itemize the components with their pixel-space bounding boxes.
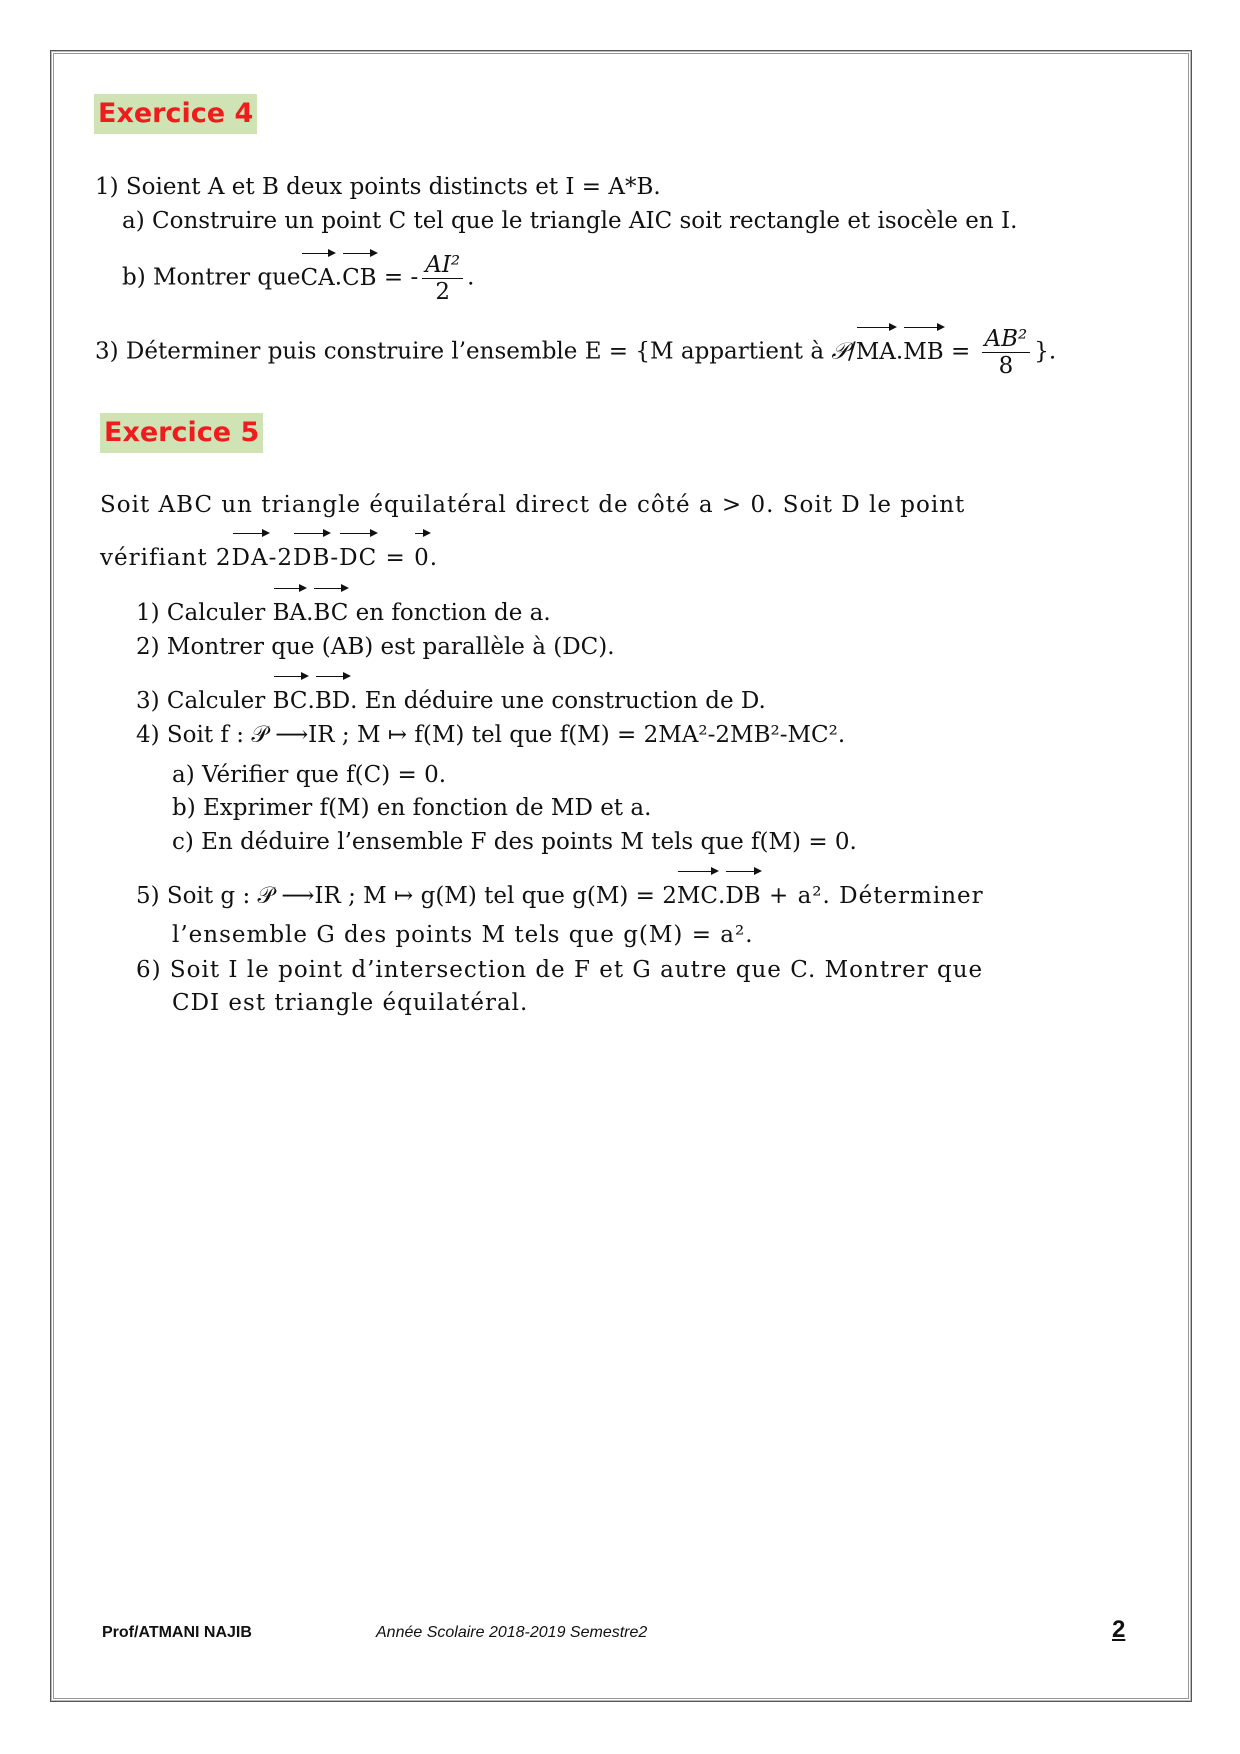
minus: - [330, 545, 340, 571]
dot-product-sign: . [334, 264, 343, 291]
ex5-intro-2 [100, 543, 438, 573]
ex5-q4c: c) En déduire l’ensemble F des points M tels que f(M) = 0. [172, 829, 857, 855]
ex5-intro-2-prefix: vérifiant 2 [100, 545, 232, 571]
vector-MB: MB [903, 338, 944, 365]
page-number: 2 [1112, 1616, 1126, 1643]
vector-BC: BC [272, 688, 308, 714]
vector-MC: MC [676, 883, 719, 909]
period: . [467, 264, 475, 291]
minus-two: -2 [268, 545, 294, 571]
ex5-q1 [136, 598, 551, 628]
equals-minus: = - [376, 264, 419, 291]
ex5-q6-line2: CDI est triangle équilatéral. [172, 990, 529, 1016]
exercise-4-title: Exercice 4 [94, 94, 257, 134]
vector-CB: CB [342, 264, 377, 291]
equals: = [943, 338, 978, 365]
closing-brace: }. [1034, 338, 1057, 365]
dot-product-sign: . [895, 338, 904, 365]
ex5-q4: 4) Soit f : 𝒫 ⟶IR ; M ↦ f(M) tel que f(M) = 2MA²-2MB²-MC². [136, 722, 846, 748]
q5-prefix: 5) Soit g : 𝒫 ⟶IR ; M ↦ g(M) tel que g(M) = 2 [136, 883, 677, 909]
dot-product-sign: . [718, 883, 726, 909]
footer-school-year: Année Scolaire 2018-2019 Semestre2 [376, 1624, 648, 1641]
fraction-AI2-over-2 [422, 252, 463, 305]
q1-prefix: 1) Calculer [136, 600, 273, 626]
ex4-line-3 [95, 326, 1056, 379]
ex5-q4a: a) Vérifier que f(C) = 0. [172, 762, 447, 788]
period: . [429, 545, 439, 571]
equals: = [377, 545, 415, 571]
q5-suffix: + a². Déterminer [760, 883, 984, 909]
fraction-denominator: 8 [998, 353, 1014, 379]
q3-suffix: . En déduire une construction de D. [350, 688, 766, 714]
zero-vector: 0 [414, 545, 430, 571]
vector-DA: DA [231, 545, 269, 571]
vector-CA: CA [300, 264, 335, 291]
q1-suffix: en fonction de a. [348, 600, 551, 626]
ex4-line-1: 1) Soient A et B deux points distincts et I = A*B. [95, 174, 661, 200]
ex4-line-2b [122, 252, 474, 305]
vector-DB: DB [293, 545, 331, 571]
vector-DC: DC [339, 545, 378, 571]
ex5-q5 [136, 881, 984, 911]
vector-BC: BC [313, 600, 349, 626]
vector-BD: BD [314, 688, 351, 714]
ex4-3-prefix: 3) Déterminer puis construire l’ensemble E = {M appartient à [95, 338, 832, 365]
ex4-line-2a: a) Construire un point C tel que le triangle AIC soit rectangle et isocèle en I. [122, 208, 1018, 234]
q3-prefix: 3) Calculer [136, 688, 273, 714]
vector-MA: MA [855, 338, 896, 365]
ex5-q3 [136, 686, 766, 716]
fraction-denominator: 2 [435, 279, 451, 305]
fraction-AB2-over-8 [982, 326, 1031, 379]
vector-DB: DB [725, 883, 761, 909]
fraction-numerator: AB² [982, 326, 1031, 353]
ex5-q5-line2: l’ensemble G des points M tels que g(M) = a². [172, 922, 754, 948]
slash: / [847, 338, 856, 365]
ex5-q6-line1: 6) Soit I le point d’intersection de F et G autre que C. Montrer que [136, 957, 984, 983]
ex5-intro-1: Soit ABC un triangle équilatéral direct de côté a > 0. Soit D le point [100, 492, 966, 518]
exercise-5-title: Exercice 5 [100, 413, 263, 453]
dot-product-sign: . [306, 600, 314, 626]
plane-symbol: 𝒫 [831, 338, 848, 365]
fraction-numerator: AI² [422, 252, 463, 279]
vector-BA: BA [272, 600, 307, 626]
footer-author: Prof/ATMANI NAJIB [102, 1624, 252, 1641]
ex4-2b-prefix: b) Montrer que [122, 264, 301, 291]
dot-product-sign: . [307, 688, 315, 714]
ex5-q4b: b) Exprimer f(M) en fonction de MD et a. [172, 795, 652, 821]
ex5-q2: 2) Montrer que (AB) est parallèle à (DC). [136, 634, 615, 660]
